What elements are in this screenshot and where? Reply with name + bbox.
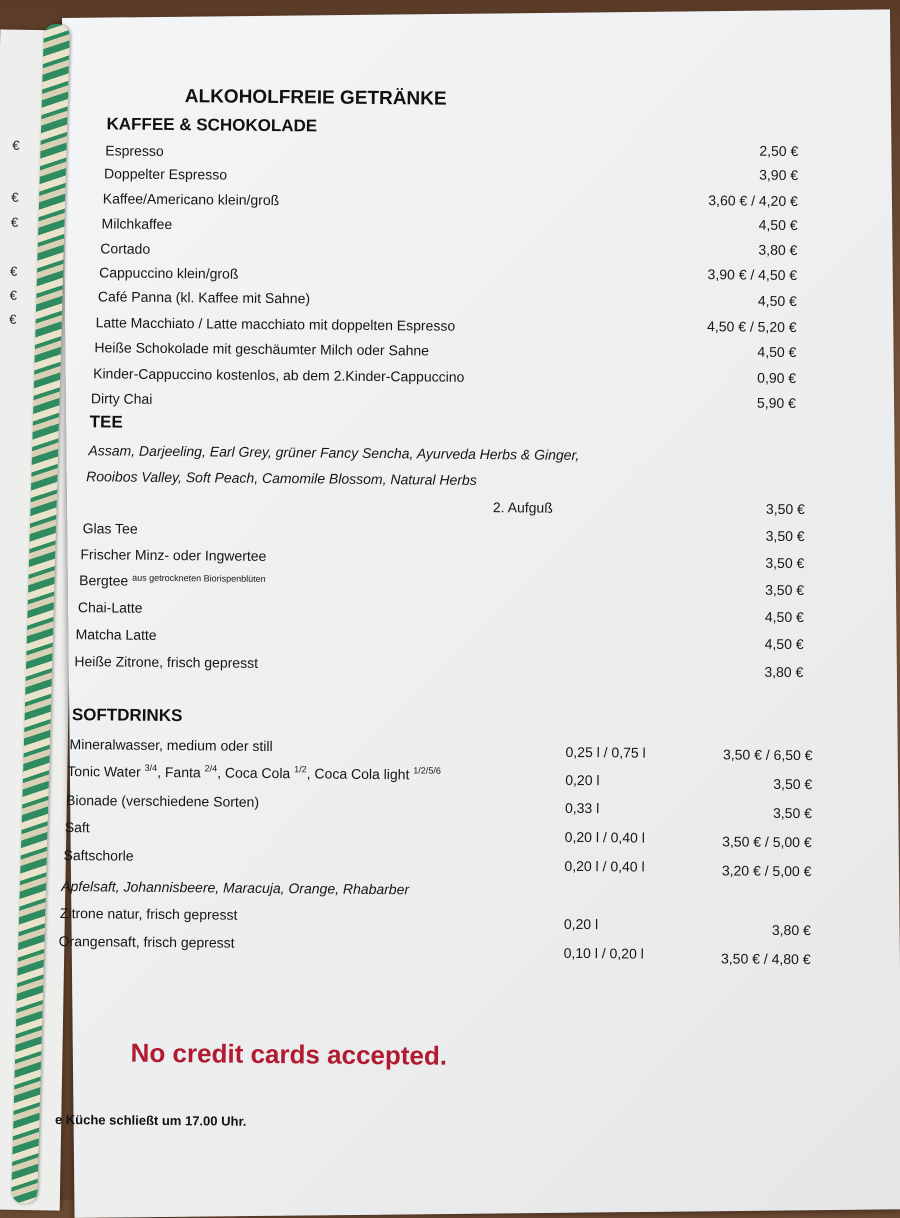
menu-item-size: 0,25 l / 0,75 l [565,743,646,761]
menu-item-name: Milchkaffee [101,215,173,233]
menu-item-name: Bionade (verschiedene Sorten) [65,792,260,810]
menu-item-price: 4,50 € [758,216,798,234]
menu-item-price: 4,50 € [764,608,804,626]
menu-item-price: 3,80 € [764,663,804,681]
menu-item-name: Frischer Minz- oder Ingwertee [80,546,267,564]
menu-item-name: Heiße Zitrone, frisch gepresst [74,653,259,671]
menu-item-name: Glas Tee [82,520,138,537]
menu-item-price: 3,50 € [765,500,805,518]
menu-item-name: Cappuccino klein/groß [99,264,239,282]
menu-item-name: Kinder-Cappuccino kostenlos, ab dem 2.Kinder-Cappuccino [93,365,465,385]
menu-item-price: 3,50 € / 5,00 € [722,833,812,851]
tea-varieties: Assam, Darjeeling, Earl Grey, grüner Fancy Sencha, Ayurveda Herbs & Ginger, [88,442,580,463]
allergen-note: 3/4 [144,762,158,773]
menu-item-size: 0,20 l [565,771,600,789]
menu-item-price: 3,50 € [772,804,813,822]
menu-item-price: 3,80 € [771,921,811,939]
item-label: Bergtee [79,572,129,589]
menu-item-size: 0,33 l [564,799,600,817]
menu-item-name: Zitrone natur, frisch gepresst [59,904,238,923]
menu-item-size: 0,10 l / 0,20 l [563,944,644,962]
menu-item-name: Kaffee/Americano klein/groß [102,190,280,209]
tea-varieties: Rooibos Valley, Soft Peach, Camomile Blossom, Natural Herbs [86,468,477,488]
menu-item-name: Mineralwasser, medium oder still [69,736,273,755]
allergen-note: 1/2/5/6 [413,765,441,776]
juice-varieties: Apfelsaft, Johannisbeere, Maracuja, Orange, Rhabarber [61,877,410,898]
menu-item-price: 3,50 € [765,581,805,599]
menu-item-price: 4,50 € / 5,20 € [707,318,797,336]
menu-item-price: 4,50 € [764,635,804,653]
menu-item-price: 3,50 € [765,554,805,572]
menu-item-name [79,572,266,590]
menu-item-name: Dirty Chai [90,390,153,407]
menu-item-price: 4,50 € [757,292,797,310]
allergen-note: 2/4 [204,763,218,774]
item-note: aus getrockneten Biorispenblüten [132,572,266,584]
menu-item-name [67,762,441,783]
section-heading-kaffee: KAFFEE & SCHOKOLADE [106,114,318,136]
menu-item-size: 0,20 l / 0,40 l [564,828,645,846]
kitchen-hours-note: e Küche schließt um 17.00 Uhr. [54,1111,247,1129]
item-label: , Fanta [157,763,201,781]
section-heading-tee: TEE [89,412,123,432]
menu-item-price: 0,90 € [757,369,797,387]
menu-item-size: 0,20 l [563,915,599,933]
menu-item-name: Espresso [105,142,164,159]
left-page-fragment: € [9,287,18,303]
page-title: ALKOHOLFREIE GETRÄNKE [184,86,447,110]
menu-item-price: 2,50 € [759,142,799,160]
menu-item-name: Café Panna (kl. Kaffee mit Sahne) [97,288,311,307]
menu-item-name: Matcha Latte [75,626,157,643]
menu-item-name: Orangensaft, frisch gepresst [58,932,235,951]
menu-item-price: 3,90 € [759,166,799,184]
left-page-fragment: € [11,189,19,205]
menu-item-price: 3,20 € / 5,00 € [721,862,812,880]
left-page-fragment: € [10,214,19,230]
menu-item-price: 3,80 € [758,241,798,259]
section-heading-softdrinks: SOFTDRINKS [71,705,183,726]
menu-item-price: 3,50 € [773,775,813,793]
left-page-fragment: € [12,137,20,153]
menu-item-price: 3,90 € / 4,50 € [707,266,798,284]
item-label: Tonic Water [67,763,141,780]
payment-notice: No credit cards accepted. [130,1037,448,1071]
menu-item-price: 4,50 € [757,343,797,361]
item-label: , Coca Cola light [306,765,410,783]
menu-item-name: Latte Macchiato / Latte macchiato mit doppelten Espresso [95,314,456,334]
menu-item-price: 3,50 € [765,527,805,545]
left-page-fragment: € [9,263,18,279]
left-page-fragment: € [9,311,17,327]
menu-item-name: Heiße Schokolade mit geschäumter Milch oder Sahne [94,339,430,359]
allergen-note: 1/2 [294,764,307,775]
menu-item-name: Saft [64,819,90,836]
menu-item-price: 3,50 € / 4,80 € [720,950,811,968]
menu-item-name: Cortado [100,240,151,257]
menu-item-size: 0,20 l / 0,40 l [564,857,645,875]
menu-item-name: Chai-Latte [77,599,143,616]
menu-item-price: 5,90 € [756,394,796,412]
menu-item-name: Doppelter Espresso [104,165,228,183]
menu-item-name: Saftschorle [63,847,134,864]
menu-item-price: 3,50 € / 6,50 € [722,746,813,764]
item-label: , Coca Cola [217,764,291,782]
menu-item-price: 3,60 € / 4,20 € [708,192,798,210]
aufguss-label: 2. Aufguß [492,499,553,516]
